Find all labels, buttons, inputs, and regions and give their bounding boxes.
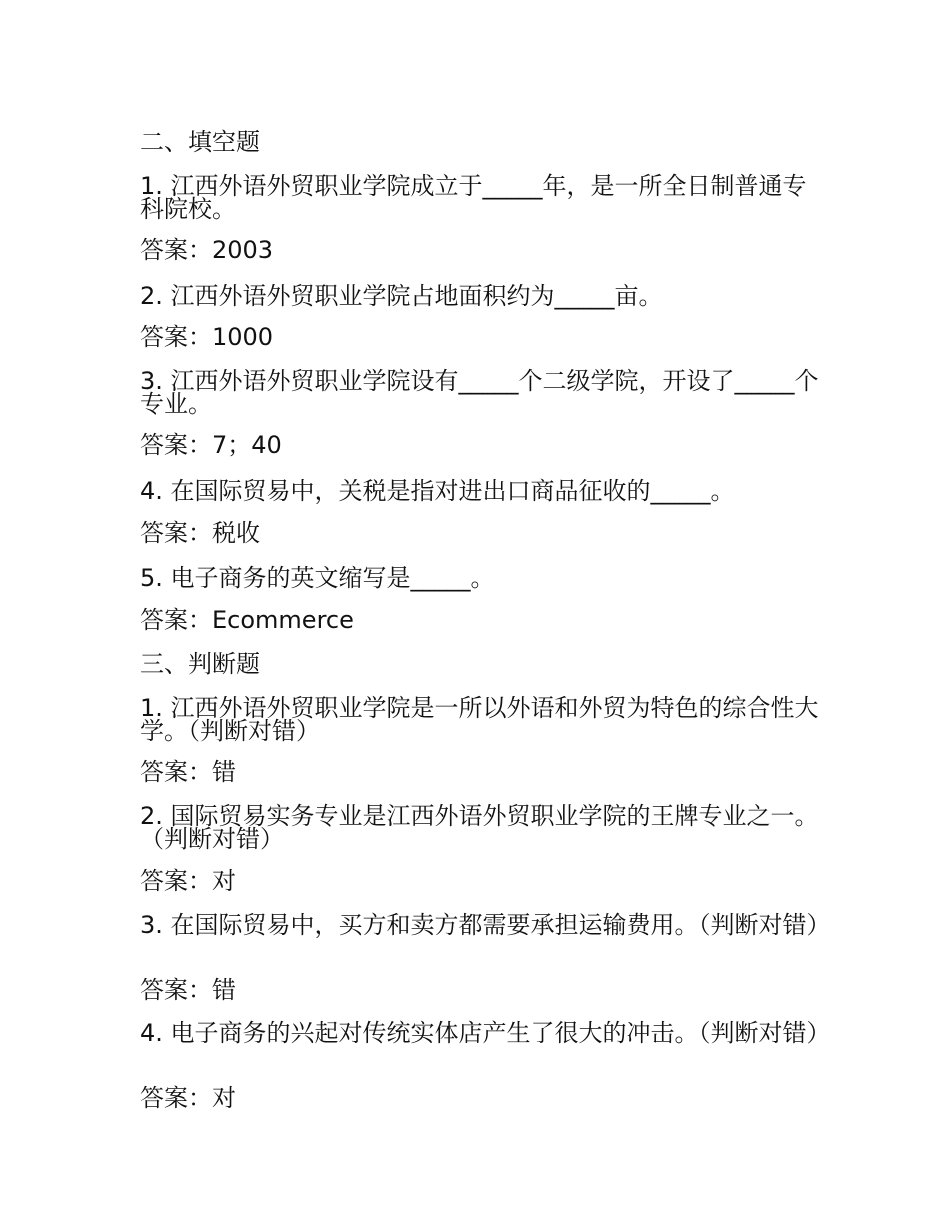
answer-tf-4: 答案：对 bbox=[140, 1084, 236, 1112]
question-tf-2: 2. 国际贸易实务专业是江西外语外贸职业学院的王牌专业之一。（判断对错） bbox=[140, 802, 819, 853]
question-tf-4: 4. 电子商务的兴起对传统实体店产生了很大的冲击。（判断对错） bbox=[140, 1019, 831, 1047]
question-fill-3: 3. 江西外语外贸职业学院设有_____个二级学院，开设了_____个专业。 bbox=[140, 367, 819, 418]
question-fill-1: 1. 江西外语外贸职业学院成立于_____年，是一所全日制普通专科院校。 bbox=[140, 172, 807, 223]
answer-fill-1: 答案：2003 bbox=[140, 236, 274, 264]
answer-tf-1: 答案：错 bbox=[140, 758, 236, 786]
question-tf-3: 3. 在国际贸易中，买方和卖方都需要承担运输费用。（判断对错） bbox=[140, 911, 831, 939]
question-fill-5: 5. 电子商务的英文缩写是_____。 bbox=[140, 564, 495, 592]
section-heading-fill-in-blank: 二、填空题 bbox=[140, 128, 260, 156]
answer-tf-2: 答案：对 bbox=[140, 867, 236, 895]
answer-tf-3: 答案：错 bbox=[140, 976, 236, 1004]
answer-fill-4: 答案：税收 bbox=[140, 519, 260, 547]
answer-fill-2: 答案：1000 bbox=[140, 323, 274, 351]
answer-fill-5: 答案：Ecommerce bbox=[140, 606, 354, 634]
section-heading-true-false: 三、判断题 bbox=[140, 650, 260, 678]
question-tf-1: 1. 江西外语外贸职业学院是一所以外语和外贸为特色的综合性大学。（判断对错） bbox=[140, 694, 819, 745]
question-fill-2: 2. 江西外语外贸职业学院占地面积约为_____亩。 bbox=[140, 282, 663, 310]
question-fill-4: 4. 在国际贸易中，关税是指对进出口商品征收的_____。 bbox=[140, 477, 735, 505]
answer-fill-3: 答案：7；40 bbox=[140, 431, 282, 459]
